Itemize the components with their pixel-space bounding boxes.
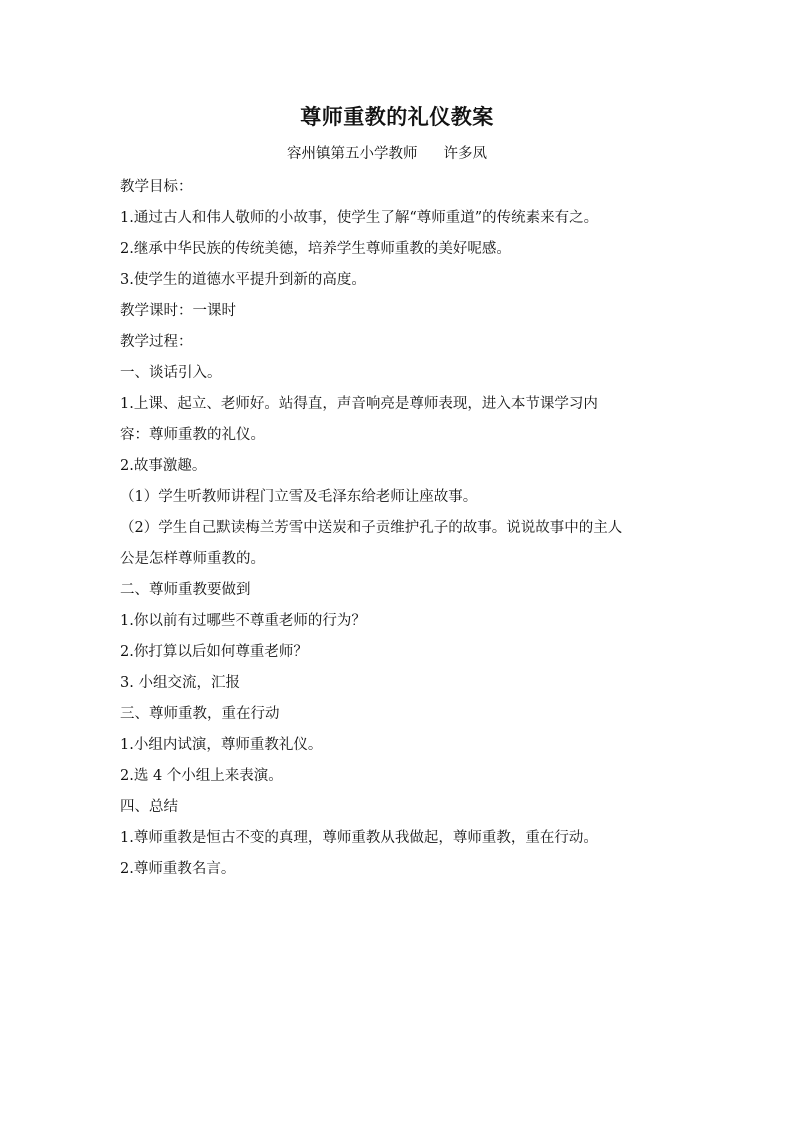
text-line: 容：尊师重教的礼仪。	[120, 427, 265, 443]
text-line: 2.继承中华民族的传统美德，培养学生尊师重教的美好呢感。	[120, 241, 511, 257]
text-line: 1.上课、起立、老师好。站得直，声音响亮是尊师表现，进入本节课学习内	[120, 396, 598, 412]
document-byline	[287, 143, 487, 165]
text-line: 3.使学生的道德水平提升到新的高度。	[120, 272, 366, 288]
school-name: 容州镇第五小学教师	[287, 146, 418, 162]
text-line: （1）学生听教师讲程门立雪及毛泽东给老师让座故事。	[120, 489, 478, 505]
text-line: 二、尊师重教要做到	[120, 582, 251, 598]
document-title: 尊师重教的礼仪教案	[300, 104, 494, 129]
text-line: 2.尊师重教名言。	[120, 861, 236, 877]
text-line: 教学过程：	[120, 334, 193, 350]
text-line: 教学目标：	[120, 179, 193, 195]
text-line: 1.小组内试演，尊师重教礼仪。	[120, 737, 323, 753]
text-line: 2.选 4 个小组上来表演。	[120, 768, 283, 784]
text-line: 1.尊师重教是恒古不变的真理，尊师重教从我做起，尊师重教，重在行动。	[120, 830, 598, 846]
text-line: 三、尊师重教，重在行动	[120, 706, 280, 722]
text-line: 教学课时：一课时	[120, 303, 236, 319]
text-line: 公是怎样尊师重教的。	[120, 551, 265, 567]
text-line: 一、谈话引入。	[120, 365, 222, 381]
text-line: 2.故事激趣。	[120, 458, 207, 474]
text-line: 四、总结	[120, 799, 178, 815]
text-line: 3. 小组交流，汇报	[120, 675, 240, 691]
author-name: 许多凤	[443, 146, 487, 162]
text-line: 2.你打算以后如何尊重老师？	[120, 644, 308, 660]
document-body	[120, 172, 680, 885]
text-line: 1.你以前有过哪些不尊重老师的行为？	[120, 613, 366, 629]
text-line: 1.通过古人和伟人敬师的小故事，使学生了解“尊师重道”的传统素来有之。	[120, 210, 599, 226]
text-line: （2）学生自己默读梅兰芳雪中送炭和子贡维护孔子的故事。说说故事中的主人	[120, 520, 623, 536]
